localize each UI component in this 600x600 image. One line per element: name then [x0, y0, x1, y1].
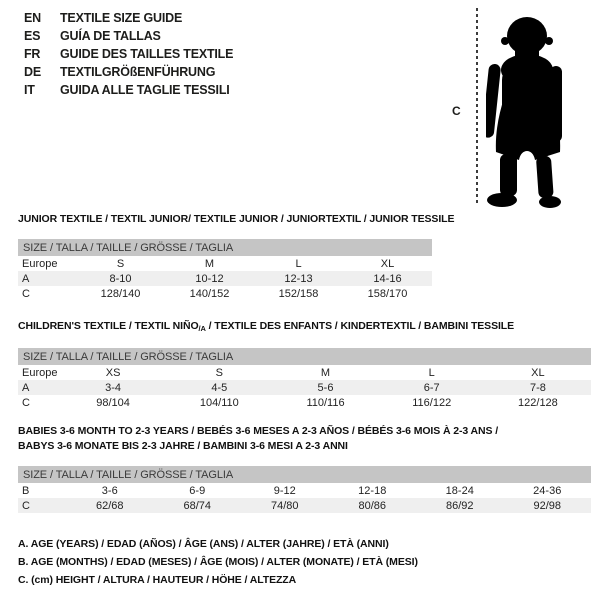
cell-value: 98/104 [96, 396, 130, 409]
cell-value: M [204, 257, 215, 270]
table-row [18, 286, 432, 301]
language-code: EN [24, 11, 41, 25]
section-title [18, 424, 591, 454]
size-header-text: SIZE / TALLA / TAILLE / GRÖSSE / TAGLIA [23, 350, 234, 363]
section-title-subscript: /A [198, 324, 206, 333]
cell-value: L [295, 257, 302, 270]
row-label: Europe [22, 366, 58, 379]
cell-value: 110/116 [306, 396, 345, 409]
size-header-bar [18, 466, 591, 483]
cell-value: 18-24 [445, 484, 474, 497]
size-table [18, 256, 432, 301]
height-measure-label: C [452, 104, 461, 118]
cell-value: 3-6 [101, 484, 118, 497]
cell-value: 74/80 [270, 499, 299, 512]
language-row [24, 27, 233, 45]
language-row [24, 9, 233, 27]
size-header-text: SIZE / TALLA / TAILLE / GRÖSSE / TAGLIA [23, 241, 234, 254]
cell-value: S [215, 366, 223, 379]
row-label: B [22, 484, 30, 497]
section-title-line1: BABIES 3-6 MONTH TO 2-3 YEARS / BEBÉS 3-6 MESES A 2-3 AÑOS / BÉBÉS 3-6 MOIS À 2-3 ANS / [18, 425, 499, 437]
cell-value: 104/110 [199, 396, 239, 409]
section-title-line2: BABYS 3-6 MONATE BIS 2-3 JAHRE / BAMBINI 3-6 MESI A 2-3 ANNI [18, 440, 348, 452]
cell-value: 116/122 [412, 396, 452, 409]
table-row [18, 256, 432, 271]
language-guide-title: TEXTILGRÖßENFÜHRUNG [60, 65, 216, 79]
size-table [18, 365, 591, 410]
language-title-list [24, 9, 233, 99]
cell-value: 14-16 [373, 272, 402, 285]
section-title-text: / TEXTILE DES ENFANTS / KINDERTEXTIL / BAMBINI TESSILE [205, 320, 515, 332]
cell-value: 140/152 [189, 287, 230, 300]
cell-value: 122/128 [518, 396, 558, 409]
section-title-text: CHILDREN'S TEXTILE / TEXTIL NIÑO [18, 320, 199, 332]
row-label: Europe [22, 257, 58, 270]
cell-value: 4-5 [211, 381, 228, 394]
table-row [18, 271, 432, 286]
cell-value: 5-6 [317, 381, 334, 394]
cell-value: 152/158 [278, 287, 319, 300]
language-code: IT [24, 83, 35, 97]
language-row [24, 63, 233, 81]
cell-value: 7-8 [529, 381, 546, 394]
cell-value: 6-7 [423, 381, 440, 394]
table-row [18, 483, 591, 498]
cell-value: 92/98 [533, 499, 562, 512]
table-row [18, 380, 591, 395]
footnote-b: B. AGE (MONTHS) / EDAD (MESES) / ÂGE (MOIS) / ALTER (MONATE) / ETÀ (MESI) [18, 556, 418, 568]
section-babies-textile [18, 424, 591, 513]
section-junior-textile [18, 212, 455, 301]
cell-value: 10-12 [195, 272, 224, 285]
language-code: DE [24, 65, 41, 79]
row-label: C [22, 499, 30, 512]
cell-value: 12-13 [284, 272, 313, 285]
footnote-legend [18, 535, 418, 589]
cell-value: 128/140 [100, 287, 141, 300]
cell-value: 3-4 [105, 381, 122, 394]
footnote-a: A. AGE (YEARS) / EDAD (AÑOS) / ÂGE (ANS) / ALTER (JAHRE) / ETÀ (ANNI) [18, 538, 389, 550]
section-childrens-textile [18, 319, 591, 410]
size-header-bar [18, 348, 591, 365]
size-table [18, 483, 591, 513]
row-label: A [22, 272, 30, 285]
table-row [18, 365, 591, 380]
cell-value: 86/92 [445, 499, 474, 512]
row-label: A [22, 381, 30, 394]
cell-value: 62/68 [95, 499, 124, 512]
language-row [24, 45, 233, 63]
cell-value: 8-10 [109, 272, 132, 285]
row-label: C [22, 396, 30, 409]
section-title-text: JUNIOR TEXTILE / TEXTIL JUNIOR/ TEXTILE JUNIOR / JUNIORTEXTIL / JUNIOR TESSILE [18, 213, 455, 225]
baby-silhouette [486, 8, 570, 210]
language-guide-title: GUIDE DES TAILLES TEXTILE [60, 47, 234, 61]
language-guide-title: GUIDA ALLE TAGLIE TESSILI [60, 83, 230, 97]
language-row [24, 81, 233, 99]
cell-value: 24-36 [533, 484, 562, 497]
footnote-c: C. (cm) HEIGHT / ALTURA / HAUTEUR / HÖHE / ALTEZZA [18, 574, 297, 586]
table-row [18, 395, 591, 410]
size-header-text: SIZE / TALLA / TAILLE / GRÖSSE / TAGLIA [23, 468, 234, 481]
cell-value: 158/170 [367, 287, 408, 300]
table-row [18, 498, 591, 513]
height-measure-dotted-line [476, 8, 478, 206]
cell-value: XL [380, 257, 395, 270]
language-code: ES [24, 29, 41, 43]
cell-value: XS [105, 366, 121, 379]
language-code: FR [24, 47, 41, 61]
cell-value: L [428, 366, 435, 379]
section-title [18, 319, 591, 336]
cell-value: M [320, 366, 331, 379]
cell-value: 12-18 [358, 484, 387, 497]
language-guide-title: GUÍA DE TALLAS [60, 29, 161, 43]
cell-value: XL [531, 366, 545, 379]
language-guide-title: TEXTILE SIZE GUIDE [60, 11, 183, 25]
cell-value: 68/74 [183, 499, 212, 512]
cell-value: 6-9 [189, 484, 206, 497]
section-title [18, 212, 455, 227]
row-label: C [22, 287, 30, 300]
cell-value: 9-12 [273, 484, 296, 497]
cell-value: 80/86 [358, 499, 387, 512]
size-header-bar [18, 239, 432, 256]
cell-value: S [116, 257, 125, 270]
